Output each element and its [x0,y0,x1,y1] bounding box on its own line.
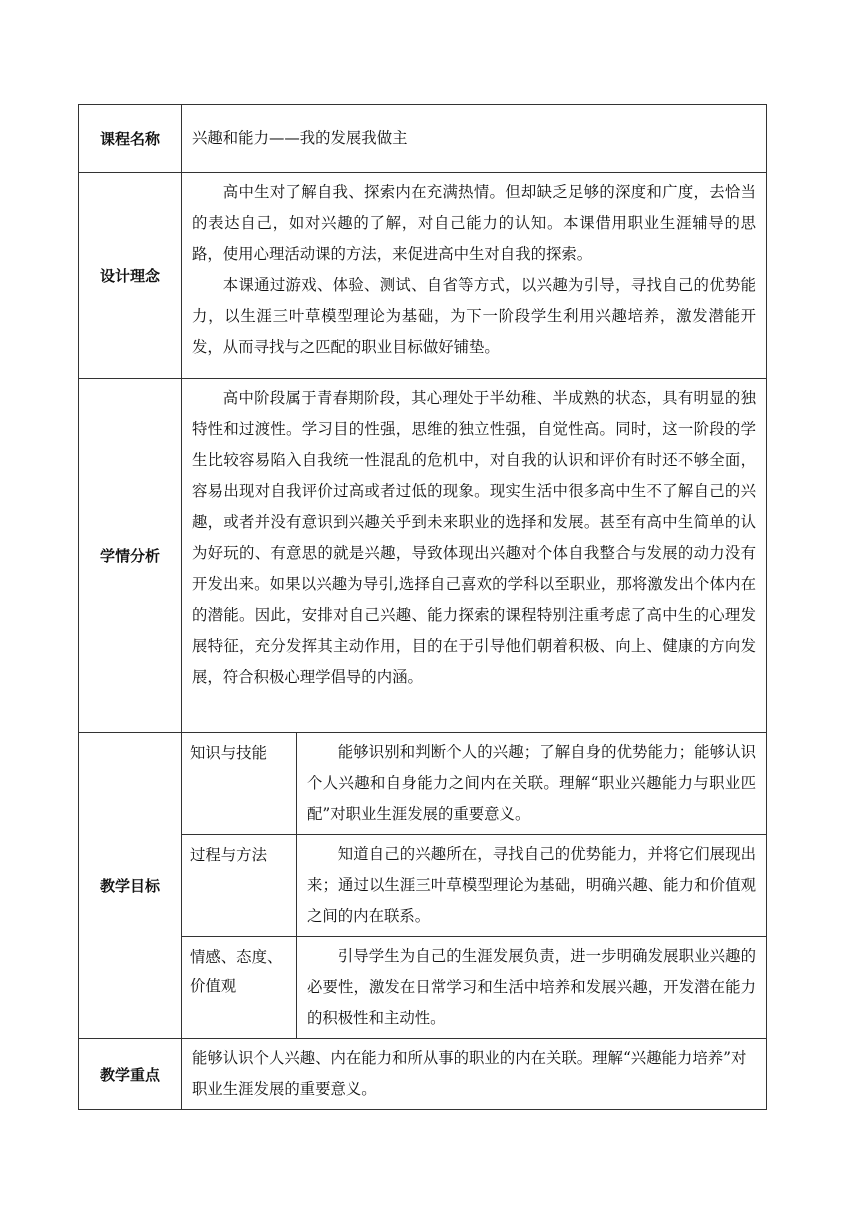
row-learner-analysis [79,379,767,733]
goal-process-label: 过程与方法 [182,835,297,937]
row-design-concept [79,173,767,379]
learner-analysis-content [182,379,767,733]
goal-process-text [297,835,767,937]
goal-attitude-label: 情感、态度、价值观 [182,937,297,1039]
design-concept-paragraph-1: 高中生对了解自我、探索内在充满热情。但却缺乏足够的深度和广度，去恰当的表达自己，如对兴趣的了解，对自己能力的认知。本课借用职业生涯辅导的思路，使用心理活动课的方法，来促进高中生对自我的探索。 [192,183,757,263]
design-concept-content [182,173,767,379]
row-goal-attitude [79,937,767,1039]
row-key-points [79,1039,767,1110]
goal-attitude-paragraph: 引导学生为自己的生涯发展负责，进一步明确发展职业兴趣的必要性，激发在日常学习和生活中培养和发展兴趣，开发潜在能力的积极性和主动性。 [307,947,757,1027]
teaching-goals-label: 教学目标 [79,733,182,1039]
goal-knowledge-label: 知识与技能 [182,733,297,835]
course-name-label: 课程名称 [79,105,182,173]
goal-knowledge-text [297,733,767,835]
key-points-value: 能够认识个人兴趣、内在能力和所从事的职业的内在关联。理解“兴趣能力培养”对职业生涯发展的重要意义。 [182,1039,767,1110]
design-concept-label: 设计理念 [79,173,182,379]
design-concept-paragraph-2: 本课通过游戏、体验、测试、自省等方式，以兴趣为引导，寻找自己的优势能力，以生涯三叶草模型理论为基础，为下一阶段学生利用兴趣培养，激发潜能开发，从而寻找与之匹配的职业目标做好铺垫。 [192,276,757,356]
lesson-plan-table [78,104,767,1110]
row-goal-knowledge [79,733,767,835]
goal-knowledge-paragraph: 能够识别和判断个人的兴趣；了解自身的优势能力；能够认识个人兴趣和自身能力之间内在关联。理解“职业兴趣能力与职业匹配”对职业生涯发展的重要意义。 [307,743,757,823]
learner-analysis-paragraph: 高中阶段属于青春期阶段，其心理处于半幼稚、半成熟的状态，具有明显的独特性和过渡性。学习目的性强，思维的独立性强，自觉性高。同时，这一阶段的学生比较容易陷入自我统一性混乱的危机中，对自我的认识和评价有时还不够全面，容易出现对自我评价过高或者过低的现象。现实生活中很多高中生不了解自己的兴趣，或者并没有意识到兴趣关乎到未来职业的选择和发展。甚至有高中生简单的认为好玩的、有意思的就是兴趣，导致体现出兴趣对个体自我整合与发展的动力没有开发出来。如果以兴趣为导引,选择自己喜欢的学科以至职业，那将激发出个体内在的潜能。因此，安排对自己兴趣、能力探索的课程特别注重考虑了高中生的心理发展特征，充分发挥其主动作用，目的在于引导他们朝着积极、向上、健康的方向发展，符合积极心理学倡导的内涵。 [192,389,757,686]
goal-process-paragraph: 知道自己的兴趣所在，寻找自己的优势能力，并将它们展现出来；通过以生涯三叶草模型理论为基础，明确兴趣、能力和价值观之间的内在联系。 [307,845,757,925]
row-goal-process [79,835,767,937]
learner-analysis-label: 学情分析 [79,379,182,733]
row-course-name [79,105,767,173]
goal-attitude-text [297,937,767,1039]
course-name-value: 兴趣和能力——我的发展我做主 [182,105,767,173]
key-points-label: 教学重点 [79,1039,182,1110]
